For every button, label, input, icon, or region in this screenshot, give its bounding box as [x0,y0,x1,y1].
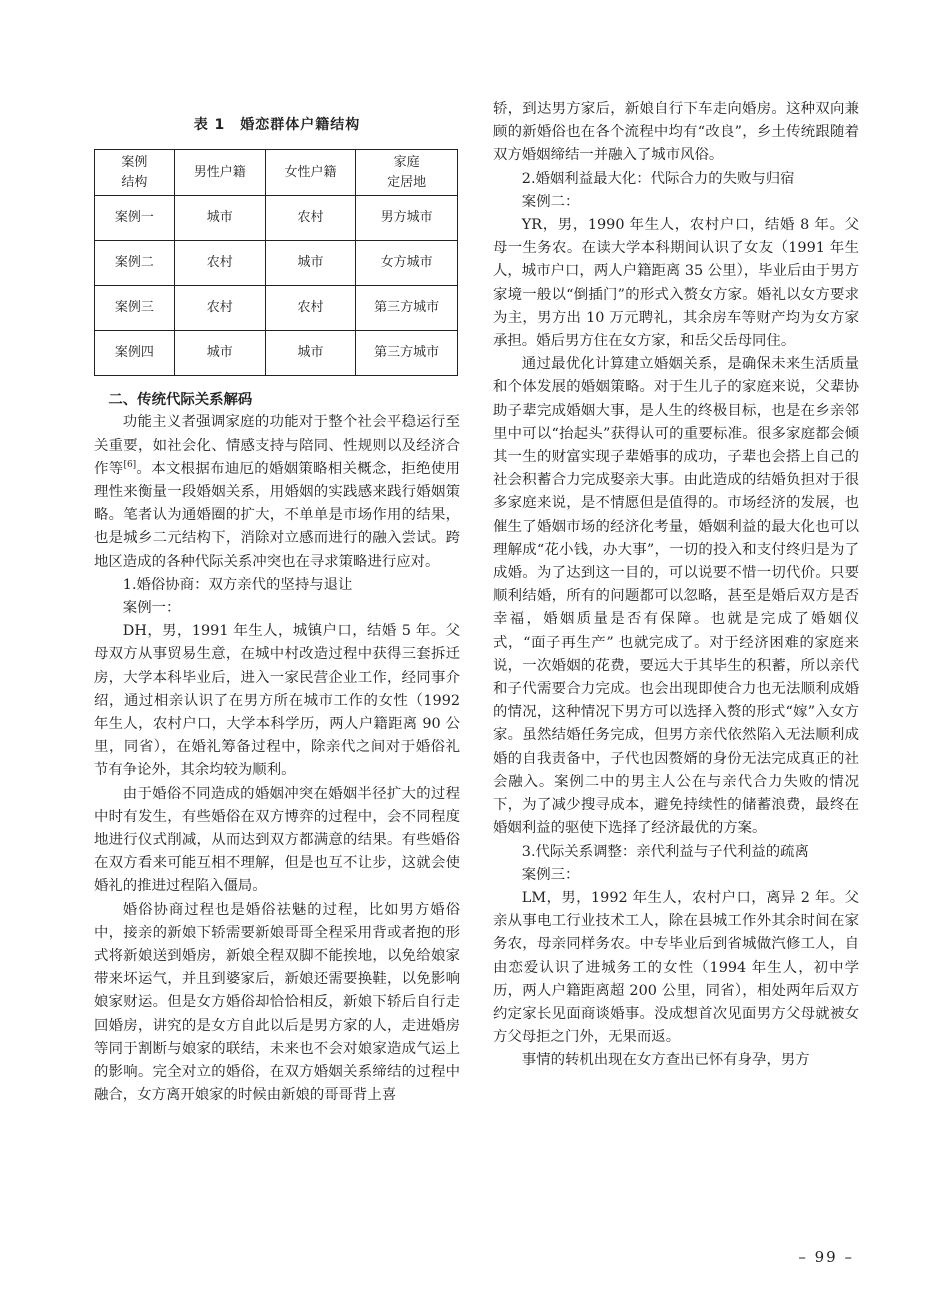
table-row [95,286,458,331]
right-column [493,98,859,1073]
paragraph: 通过最优化计算建立婚姻关系，是确保未来生活质量和个体发展的婚姻策略。对于生儿子的家庭来说，父辈协助子辈完成婚姻大事，是人生的终极目标，也是在乡亲邻里中可以“抬起头”获得认可的重要标准。很多家庭都会倾其一生的财富实现子辈婚事的成功，子辈也会搭上自己的社会积蓄合力完成娶亲大事。由此造成的结婚负担对于很多家庭来说，是不情愿但是值得的。市场经济的发展，也催生了婚姻市场的经济化考量，婚姻利益的最大化也可以理解成“花小钱，办大事”，一切的投入和支付终归是为了成婚。为了达到这一目的，可以说要不惜一切代价。只要顺利结婚，所有的问题都可以忽略，甚至是婚后双方是否幸福，婚姻质量是否有保障。也就是完成了婚姻仪式，“面子再生产” 也就完成了。对于经济困难的家庭来说，一次婚姻的花费，要远大于其毕生的积蓄，所以亲代和子代需要合力完成。也会出现即使合力也无法顺利成婚的情况，这种情况下男方可以选择入赘的形式“嫁”入女方家。虽然结婚任务完成，但男方亲代依然陷入无法顺利成婚的自我责备中，子代也因赘婿的身份无法完成真正的社会融入。案例二中的男主人公在与亲代合力失败的情况下，为了减少搜寻成本，避免持续性的储蓄浪费，最终在婚姻利益的驱使下选择了经济最优的方案。 [493,356,859,837]
citation-ref: [6] [123,460,137,471]
paragraph: 功能主义者强调家庭的功能对于整个社会平稳运行至关重要，如社会化、情感支持与陪同、性规则以及经济合作等[6]。本文根据布迪厄的婚姻策略相关概念，拒绝使用理性来衡量一段婚姻关系，用婚姻的实践感来践行婚姻策略。笔者认为通婚圈的扩大，不单单是市场作用的结果，也是城乡二元结构下，消除对立感而进行的融入尝试。跨地区造成的各种代际关系冲突也在寻求策略进行应对。 [94,414,460,570]
table-cell: 城市 [174,196,265,241]
case-label: 案例一： [122,600,181,617]
table-cell: 男方城市 [356,196,458,241]
table-title: 表 1 婚恋群体户籍结构 [193,117,361,133]
paragraph: 事情的转机出现在女方查出已怀有身孕，男方 [521,1052,810,1069]
paragraph: 婚俗协商过程也是婚俗祛魅的过程，比如男方婚俗中，接亲的新娘下轿需要新娘哥哥全程采用背或者抱的形式将新娘送到婚房，新娘全程双脚不能挨地，以免给娘家带来坏运气，并且到婆家后，新娘还需要换鞋，以免影响娘家财运。但是女方婚俗却恰恰相反，新娘下轿后自行走回婚房，讲究的是女方自此以后是男方家的人，走进婚房等同于割断与娘家的联结，未来也不会对娘家造成气运上的影响。完全对立的婚俗，在双方婚姻关系缔结的过程中融合，女方离开娘家的时候由新娘的哥哥背上喜 [94,901,460,1104]
page-number: – 99 – [798,1248,854,1266]
case-description: DH，男，1991 年生人，城镇户口，结婚 5 年。父母双方从事贸易生意，在城中村改造过程中获得三套拆迁房，大学本科毕业后，进入一家民营企业工作，经同事介绍，通过相亲认识了在男方所在城市工作的女性（1992 年生人，农村户口，大学本科学历，两人户籍距离 90 公里，同省），在婚礼筹备过程中，除亲代之间对于婚俗礼节有争论外，其余均较为顺利。 [94,623,460,779]
header-family-residence: 家庭 定居地 [356,150,458,196]
case-label: 案例二： [521,193,580,210]
table-cell: 农村 [265,286,356,331]
header-case-structure: 案例 结构 [95,150,175,196]
paragraph: 由于婚俗不同造成的婚姻冲突在婚姻半径扩大的过程中时有发生，有些婚俗在双方博弈的过程中，会不同程度地进行仪式削减，从而达到双方都满意的结果。有些婚俗在双方看来可能互相不理解，但是也互不让步，这就会使婚礼的推进过程陷入僵局。 [94,785,460,895]
table-row [95,331,458,376]
table-cell: 城市 [265,331,356,376]
table-cell: 案例三 [95,286,175,331]
case-description: YR，男，1990 年生人，农村户口，结婚 8 年。父母一生务农。在读大学本科期间认识了女友（1991 年生人，城市户口，两人户籍距离 35 公里），毕业后由于男方家境一般以“倒插门”的形式入赘女方家。婚礼以女方要求为主，男方出 10 万元聘礼，其余房车等财产均为女方家承担。婚后男方住在女方家，和岳父岳母同住。 [493,217,859,350]
table-row [95,241,458,286]
table-cell: 女方城市 [356,241,458,286]
table-cell: 第三方城市 [356,286,458,331]
table-row [95,196,458,241]
section-heading: 二、传统代际关系解码 [108,391,253,409]
table-cell: 案例四 [95,331,175,376]
paragraph-continued: 轿，到达男方家后，新娘自行下车走向婚房。这种双向兼顾的新婚俗也在各个流程中均有“改良”，乡土传统跟随着双方婚姻缔结一并融入了城市风俗。 [493,101,859,164]
table-cell: 案例一 [95,196,175,241]
subheading: 1.婚俗协商：双方亲代的坚持与退让 [122,576,353,593]
case-description: LM，男，1992 年生人，农村户口，离异 2 年。父亲从事电工行业技术工人，除在县城工作外其余时间在家务农，母亲同样务农。中专毕业后到省城做汽修工人，自由恋爱认识了进城务工的女性（1994 年生人，初中学历，两人户籍距离超 200 公里，同省），相处两年后双方约定家长见面商谈婚事。没成想首次见面男方父母就被女方父母拒之门外，无果而返。 [493,889,859,1046]
table-cell: 第三方城市 [356,331,458,376]
table-cell: 城市 [174,331,265,376]
table-cell: 城市 [265,241,356,286]
table-cell: 农村 [265,196,356,241]
subheading: 2.婚姻利益最大化：代际合力的失败与归宿 [521,170,795,187]
subheading: 3.代际关系调整：亲代利益与子代利益的疏离 [521,843,809,860]
table-header-row [95,150,458,196]
left-column [94,98,460,1108]
header-male-registration: 男性户籍 [174,150,265,196]
table-cell: 农村 [174,286,265,331]
table-cell: 农村 [174,241,265,286]
case-label: 案例三： [521,866,580,883]
table-cell: 案例二 [95,241,175,286]
header-female-registration: 女性户籍 [265,150,356,196]
household-registration-table [94,149,458,376]
